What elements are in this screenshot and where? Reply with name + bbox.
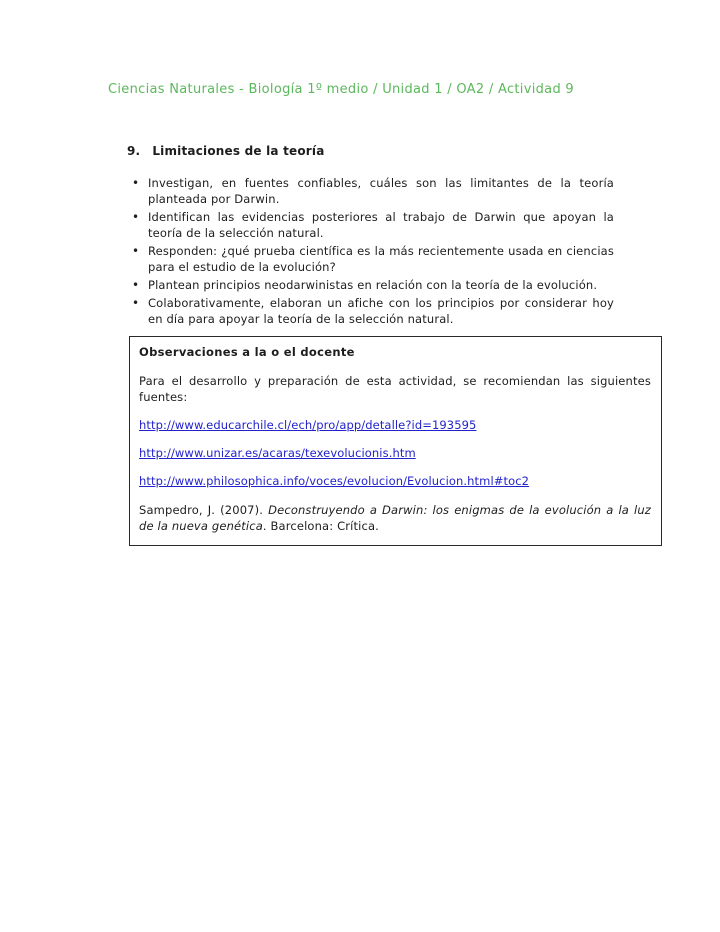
book-reference-author: Sampedro, J. (2007). — [139, 503, 269, 517]
teacher-observations-box — [129, 336, 662, 546]
activity-heading — [127, 144, 325, 158]
book-reference-publisher: . Barcelona: Crítica. — [262, 519, 379, 533]
observations-intro: Para el desarrollo y preparación de esta actividad, se recomiendan las siguientes fuentes: — [139, 374, 651, 404]
resource-link-philosophica[interactable]: http://www.philosophica.info/voces/evolucion/Evolucion.html#toc2 — [139, 474, 530, 488]
resource-link-unizar[interactable]: http://www.unizar.es/acaras/texevolucionis.htm — [139, 446, 416, 460]
resource-link-row — [139, 473, 651, 489]
resource-link-row — [139, 445, 651, 461]
breadcrumb: Ciencias Naturales - Biología 1º medio / Unidad 1 / OA2 / Actividad 9 — [108, 82, 574, 97]
list-item: • Plantean principios neodarwinistas en relación con la teoría de la evolución. — [130, 277, 614, 293]
resource-link-row — [139, 417, 651, 433]
list-item: • Investigan, en fuentes confiables, cuáles son las limitantes de la teoría planteada por Darwin. — [130, 175, 614, 207]
list-item: • Colaborativamente, elaboran un afiche con los principios por considerar hoy en día para apoyar la teoría de la selección natural. — [130, 295, 614, 327]
resource-link-educarchile[interactable]: http://www.educarchile.cl/ech/pro/app/detalle?id=193595 — [139, 418, 477, 432]
activity-number: 9. — [127, 144, 141, 158]
list-item: • Identifican las evidencias posteriores al trabajo de Darwin que apoyan la teoría de la selección natural. — [130, 209, 614, 241]
observations-title: Observaciones a la o el docente — [139, 345, 355, 359]
book-reference — [139, 502, 651, 534]
activity-bullet-list — [130, 175, 614, 329]
activity-title: Limitaciones de la teoría — [152, 144, 325, 158]
list-item: • Responden: ¿qué prueba científica es la más recientemente usada en ciencias para el estudio de la evolución? — [130, 243, 614, 275]
book-reference-title: Deconstruyendo a Darwin: los enigmas de la evolución a la luz de la nueva genética — [139, 503, 651, 533]
